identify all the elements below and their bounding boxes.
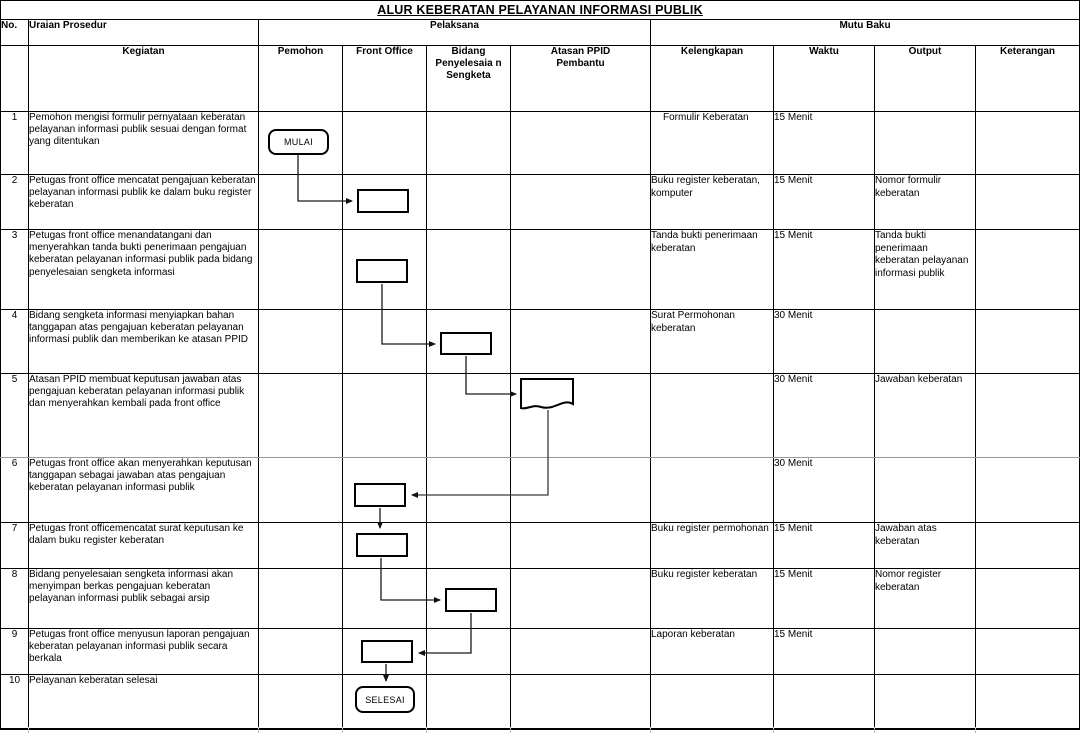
bidang-lane-cell — [427, 569, 511, 629]
bidang-lane-cell — [427, 629, 511, 675]
kelengkapan-cell: Tanda bukti penerimaan keberatan — [651, 230, 774, 310]
output-cell: Nomor register keberatan — [875, 569, 976, 629]
bidang-lane-cell — [427, 675, 511, 729]
header-pelaksana: Pelaksana — [259, 20, 651, 46]
header-pemohon: Pemohon — [259, 46, 343, 112]
waktu-cell: 15 Menit — [774, 175, 875, 230]
atasan-lane-cell — [511, 523, 651, 569]
header-keterangan: Keterangan — [976, 46, 1080, 112]
front-office-lane-cell — [343, 310, 427, 374]
header-kegiatan: Kegiatan — [29, 46, 259, 112]
atasan-lane-cell — [511, 374, 651, 458]
kegiatan-cell: Bidang sengketa informasi menyiapkan bahan tanggapan atas pengajuan keberatan pelayanan informasi publik dan memberikan ke atasan PPID — [29, 310, 259, 374]
atasan-lane-cell — [511, 569, 651, 629]
kelengkapan-cell: Buku register keberatan, komputer — [651, 175, 774, 230]
output-cell — [875, 458, 976, 523]
pemohon-lane-cell — [259, 374, 343, 458]
atasan-lane-cell — [511, 175, 651, 230]
row-number: 3 — [1, 230, 29, 310]
row-number: 8 — [1, 569, 29, 629]
header-bidang-penyelesaian: Bidang Penyelesaia n Sengketa — [427, 46, 511, 112]
header-row-columns — [1, 46, 1080, 112]
end-terminator: SELESAI — [355, 686, 415, 713]
kegiatan-cell: Atasan PPID membuat keputusan jawaban atas pengajuan keberatan pelayanan informasi publik dan menyerahkan kembali pada front office — [29, 374, 259, 458]
pemohon-lane-cell — [259, 458, 343, 523]
keterangan-cell — [976, 310, 1080, 374]
atasan-lane-cell — [511, 458, 651, 523]
keterangan-cell — [976, 230, 1080, 310]
kegiatan-cell: Petugas front office menyusun laporan pengajuan keberatan pelayanan informasi publik secara berkala — [29, 629, 259, 675]
header-mutu-baku: Mutu Baku — [651, 20, 1080, 46]
output-cell — [875, 310, 976, 374]
output-cell: Jawaban keberatan — [875, 374, 976, 458]
bidang-lane-cell — [427, 230, 511, 310]
waktu-cell — [774, 675, 875, 729]
kegiatan-cell: Pelayanan keberatan selesai — [29, 675, 259, 729]
output-cell: Nomor formulir keberatan — [875, 175, 976, 230]
row-number: 6 — [1, 458, 29, 523]
front-office-lane-cell — [343, 629, 427, 675]
row-number: 10 — [1, 675, 29, 729]
kegiatan-cell: Petugas front office akan menyerahkan keputusan tanggapan sebagai jawaban atas pengajuan keberatan pelayanan informasi publik — [29, 458, 259, 523]
keterangan-cell — [976, 112, 1080, 175]
table-row — [1, 569, 1080, 629]
atasan-lane-cell — [511, 112, 651, 175]
keterangan-cell — [976, 458, 1080, 523]
waktu-cell: 30 Menit — [774, 310, 875, 374]
pemohon-lane-cell — [259, 230, 343, 310]
row-number: 5 — [1, 374, 29, 458]
header-atasan-ppid: Atasan PPID Pembantu — [511, 46, 651, 112]
output-cell: Jawaban atas keberatan — [875, 523, 976, 569]
start-terminator: MULAI — [268, 129, 329, 155]
header-output: Output — [875, 46, 976, 112]
kegiatan-cell: Bidang penyelesaian sengketa informasi akan menyimpan berkas pengajuan keberatan pelayanan informasi publik sebagai arsip — [29, 569, 259, 629]
output-cell — [875, 112, 976, 175]
front-office-lane-cell — [343, 675, 427, 729]
atasan-lane-cell — [511, 675, 651, 729]
waktu-cell: 15 Menit — [774, 112, 875, 175]
kelengkapan-cell: Buku register keberatan — [651, 569, 774, 629]
pemohon-lane-cell — [259, 569, 343, 629]
keterangan-cell — [976, 175, 1080, 230]
table-row — [1, 175, 1080, 230]
kegiatan-cell: Petugas front officemencatat surat keputusan ke dalam buku register keberatan — [29, 523, 259, 569]
kegiatan-cell: Petugas front office menandatangani dan menyerahkan tanda bukti penerimaan pengajuan keberatan pelayanan informasi publik pada bidang penyelesaian sengketa informasi — [29, 230, 259, 310]
atasan-lane-cell — [511, 310, 651, 374]
table-row — [1, 458, 1080, 523]
bidang-lane-cell — [427, 112, 511, 175]
page-title: ALUR KEBERATAN PELAYANAN INFORMASI PUBLIK — [1, 1, 1080, 20]
kelengkapan-cell: Buku register permohonan — [651, 523, 774, 569]
table-row — [1, 230, 1080, 310]
header-front-office: Front Office — [343, 46, 427, 112]
row-number: 2 — [1, 175, 29, 230]
keterangan-cell — [976, 569, 1080, 629]
header-uraian-prosedur: Uraian Prosedur — [29, 20, 259, 46]
kegiatan-cell: Petugas front office mencatat pengajuan keberatan pelayanan informasi publik ke dalam buku register keberatan — [29, 175, 259, 230]
keterangan-cell — [976, 523, 1080, 569]
table-row — [1, 112, 1080, 175]
waktu-cell: 15 Menit — [774, 230, 875, 310]
row-number: 7 — [1, 523, 29, 569]
bidang-lane-cell — [427, 523, 511, 569]
front-office-lane-cell — [343, 175, 427, 230]
waktu-cell: 15 Menit — [774, 629, 875, 675]
table-row — [1, 629, 1080, 675]
waktu-cell: 30 Menit — [774, 458, 875, 523]
header-no-spacer — [1, 46, 29, 112]
front-office-lane-cell — [343, 374, 427, 458]
output-cell — [875, 675, 976, 729]
pemohon-lane-cell — [259, 310, 343, 374]
output-cell: Tanda bukti penerimaan keberatan pelayanan informasi publik — [875, 230, 976, 310]
waktu-cell: 30 Menit — [774, 374, 875, 458]
keterangan-cell — [976, 629, 1080, 675]
header-waktu: Waktu — [774, 46, 875, 112]
row-number: 4 — [1, 310, 29, 374]
header-no: No. — [1, 20, 29, 46]
table-row — [1, 675, 1080, 729]
waktu-cell: 15 Menit — [774, 569, 875, 629]
kelengkapan-cell: Formulir Keberatan — [651, 112, 774, 175]
kelengkapan-cell: Laporan keberatan — [651, 629, 774, 675]
pemohon-lane-cell — [259, 629, 343, 675]
pemohon-lane-cell — [259, 675, 343, 729]
kegiatan-cell: Pemohon mengisi formulir pernyataan keberatan pelayanan informasi publik sesuai dengan format yang ditentukan — [29, 112, 259, 175]
bidang-lane-cell — [427, 458, 511, 523]
front-office-lane-cell — [343, 458, 427, 523]
pemohon-lane-cell — [259, 523, 343, 569]
title-row — [1, 1, 1080, 20]
bidang-lane-cell — [427, 374, 511, 458]
keterangan-cell — [976, 374, 1080, 458]
waktu-cell: 15 Menit — [774, 523, 875, 569]
pemohon-lane-cell — [259, 112, 343, 175]
atasan-lane-cell — [511, 230, 651, 310]
pemohon-lane-cell — [259, 175, 343, 230]
kelengkapan-cell — [651, 458, 774, 523]
header-kelengkapan: Kelengkapan — [651, 46, 774, 112]
table-row — [1, 523, 1080, 569]
bidang-lane-cell — [427, 310, 511, 374]
row-number: 1 — [1, 112, 29, 175]
bidang-lane-cell — [427, 175, 511, 230]
output-cell — [875, 629, 976, 675]
table-row — [1, 374, 1080, 458]
kelengkapan-cell — [651, 374, 774, 458]
keterangan-cell — [976, 675, 1080, 729]
kelengkapan-cell — [651, 675, 774, 729]
header-row-groups — [1, 20, 1080, 46]
front-office-lane-cell — [343, 523, 427, 569]
row-number: 9 — [1, 629, 29, 675]
front-office-lane-cell — [343, 230, 427, 310]
kelengkapan-cell: Surat Permohonan keberatan — [651, 310, 774, 374]
front-office-lane-cell — [343, 569, 427, 629]
atasan-lane-cell — [511, 629, 651, 675]
table-row — [1, 310, 1080, 374]
front-office-lane-cell — [343, 112, 427, 175]
